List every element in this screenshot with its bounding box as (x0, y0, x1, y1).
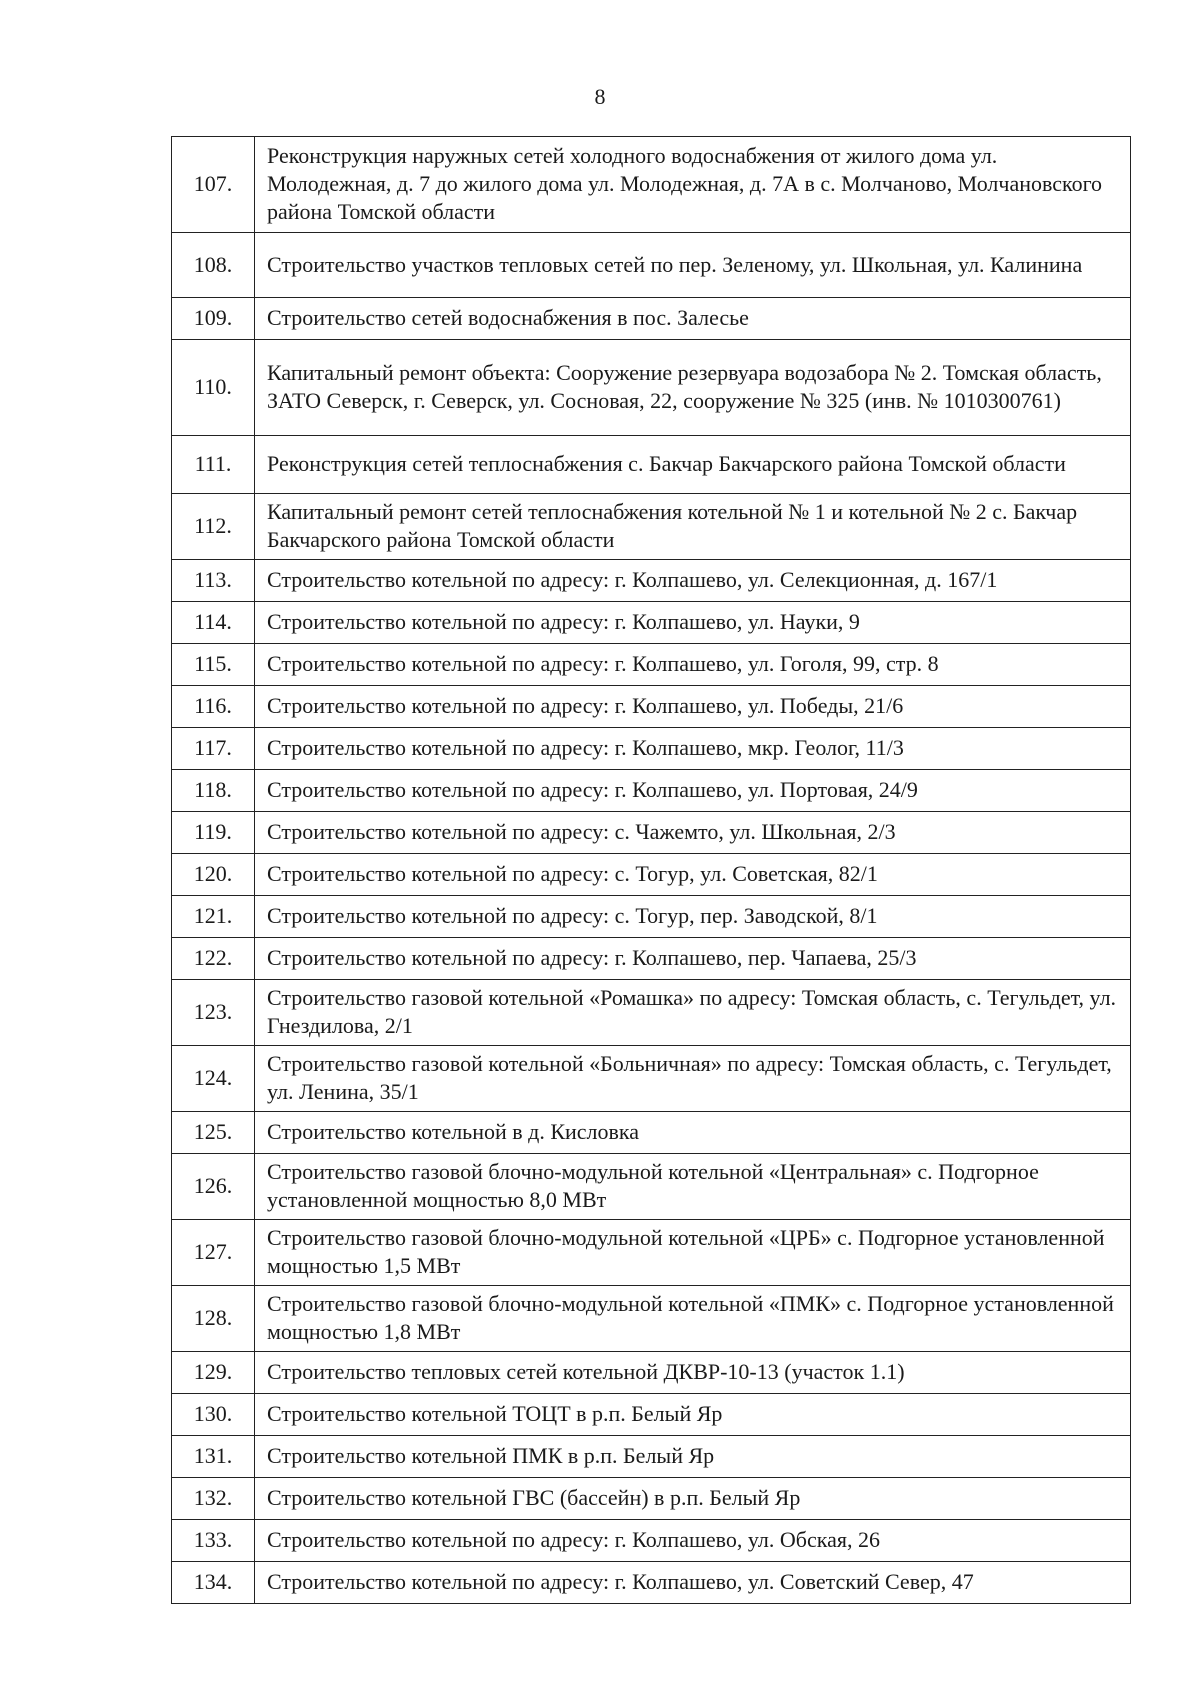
row-number: 131. (172, 1436, 255, 1478)
row-description: Строительство газовой блочно-модульной котельной «Центральная» с. Подгорное установленной мощностью 8,0 МВт (255, 1154, 1131, 1220)
row-description: Строительство котельной ТОЦТ в р.п. Белый Яр (255, 1394, 1131, 1436)
row-description: Строительство котельной по адресу: г. Колпашево, ул. Гоголя, 99, стр. 8 (255, 644, 1131, 686)
table-row (172, 770, 1131, 812)
row-number: 113. (172, 560, 255, 602)
row-description: Строительство участков тепловых сетей по пер. Зеленому, ул. Школьная, ул. Калинина (255, 233, 1131, 298)
row-description: Строительство котельной по адресу: г. Колпашево, мкр. Геолог, 11/3 (255, 728, 1131, 770)
row-number: 116. (172, 686, 255, 728)
table-row (172, 812, 1131, 854)
row-number: 109. (172, 298, 255, 340)
table-row (172, 1520, 1131, 1562)
table-row (172, 896, 1131, 938)
row-description: Реконструкция сетей теплоснабжения с. Бакчар Бакчарского района Томской области (255, 436, 1131, 494)
row-description: Строительство котельной по адресу: г. Колпашево, ул. Селекционная, д. 167/1 (255, 560, 1131, 602)
row-number: 128. (172, 1286, 255, 1352)
table-row (172, 1154, 1131, 1220)
row-description: Строительство котельной по адресу: с. Тогур, ул. Советская, 82/1 (255, 854, 1131, 896)
page-number: 8 (594, 84, 606, 109)
table-row (172, 1112, 1131, 1154)
row-description: Строительство газовой блочно-модульной котельной «ЦРБ» с. Подгорное установленной мощностью 1,5 МВт (255, 1220, 1131, 1286)
row-number: 115. (172, 644, 255, 686)
row-number: 111. (172, 436, 255, 494)
row-number: 133. (172, 1520, 255, 1562)
items-table (171, 136, 1131, 1604)
table-row (172, 1046, 1131, 1112)
row-description: Строительство котельной по адресу: г. Колпашево, ул. Обская, 26 (255, 1520, 1131, 1562)
row-description: Строительство котельной по адресу: г. Колпашево, ул. Победы, 21/6 (255, 686, 1131, 728)
row-number: 126. (172, 1154, 255, 1220)
table-row (172, 728, 1131, 770)
table-row (172, 436, 1131, 494)
table-row (172, 233, 1131, 298)
row-description: Строительство газовой блочно-модульной котельной «ПМК» с. Подгорное установленной мощностью 1,8 МВт (255, 1286, 1131, 1352)
table-row (172, 644, 1131, 686)
row-description: Строительство газовой котельной «Больничная» по адресу: Томская область, с. Тегульдет, ул. Ленина, 35/1 (255, 1046, 1131, 1112)
row-description: Строительство котельной по адресу: с. Чажемто, ул. Школьная, 2/3 (255, 812, 1131, 854)
row-description: Реконструкция наружных сетей холодного водоснабжения от жилого дома ул. Молодежная, д. 7 до жилого дома ул. Молодежная, д. 7А в с. Молчаново, Молчановского района Томской области (255, 137, 1131, 233)
row-number: 108. (172, 233, 255, 298)
row-description: Капитальный ремонт сетей теплоснабжения котельной № 1 и котельной № 2 с. Бакчар Бакчарского района Томской области (255, 494, 1131, 560)
table-row (172, 1394, 1131, 1436)
table-row (172, 980, 1131, 1046)
row-number: 107. (172, 137, 255, 233)
table-row (172, 938, 1131, 980)
row-number: 112. (172, 494, 255, 560)
row-description: Строительство котельной ПМК в р.п. Белый Яр (255, 1436, 1131, 1478)
table-row (172, 1352, 1131, 1394)
row-number: 123. (172, 980, 255, 1046)
row-number: 118. (172, 770, 255, 812)
row-description: Строительство котельной по адресу: г. Колпашево, пер. Чапаева, 25/3 (255, 938, 1131, 980)
table-row (172, 686, 1131, 728)
row-description: Капитальный ремонт объекта: Сооружение резервуара водозабора № 2. Томская область, ЗАТО Северск, г. Северск, ул. Сосновая, 22, сооружение № 325 (инв. № 1010300761) (255, 340, 1131, 436)
row-number: 120. (172, 854, 255, 896)
row-number: 114. (172, 602, 255, 644)
row-number: 125. (172, 1112, 255, 1154)
table-row (172, 1220, 1131, 1286)
row-description: Строительство котельной по адресу: г. Колпашево, ул. Науки, 9 (255, 602, 1131, 644)
table-row (172, 1286, 1131, 1352)
table-row (172, 560, 1131, 602)
row-number: 132. (172, 1478, 255, 1520)
row-number: 122. (172, 938, 255, 980)
table-row (172, 1562, 1131, 1604)
row-number: 121. (172, 896, 255, 938)
row-description: Строительство котельной ГВС (бассейн) в р.п. Белый Яр (255, 1478, 1131, 1520)
table-row (172, 137, 1131, 233)
row-description: Строительство сетей водоснабжения в пос. Залесье (255, 298, 1131, 340)
row-number: 117. (172, 728, 255, 770)
row-description: Строительство котельной по адресу: с. Тогур, пер. Заводской, 8/1 (255, 896, 1131, 938)
table-row (172, 298, 1131, 340)
table-row (172, 1478, 1131, 1520)
row-number: 110. (172, 340, 255, 436)
row-description: Строительство котельной по адресу: г. Колпашево, ул. Советский Север, 47 (255, 1562, 1131, 1604)
table-row (172, 340, 1131, 436)
row-description: Строительство тепловых сетей котельной ДКВР-10-13 (участок 1.1) (255, 1352, 1131, 1394)
table-row (172, 602, 1131, 644)
row-number: 119. (172, 812, 255, 854)
row-number: 124. (172, 1046, 255, 1112)
row-description: Строительство газовой котельной «Ромашка» по адресу: Томская область, с. Тегульдет, ул. Гнездилова, 2/1 (255, 980, 1131, 1046)
row-number: 129. (172, 1352, 255, 1394)
table-row (172, 494, 1131, 560)
row-number: 127. (172, 1220, 255, 1286)
row-description: Строительство котельной в д. Кисловка (255, 1112, 1131, 1154)
table-row (172, 854, 1131, 896)
items-table-body (172, 137, 1131, 1604)
row-number: 134. (172, 1562, 255, 1604)
row-number: 130. (172, 1394, 255, 1436)
table-row (172, 1436, 1131, 1478)
row-description: Строительство котельной по адресу: г. Колпашево, ул. Портовая, 24/9 (255, 770, 1131, 812)
